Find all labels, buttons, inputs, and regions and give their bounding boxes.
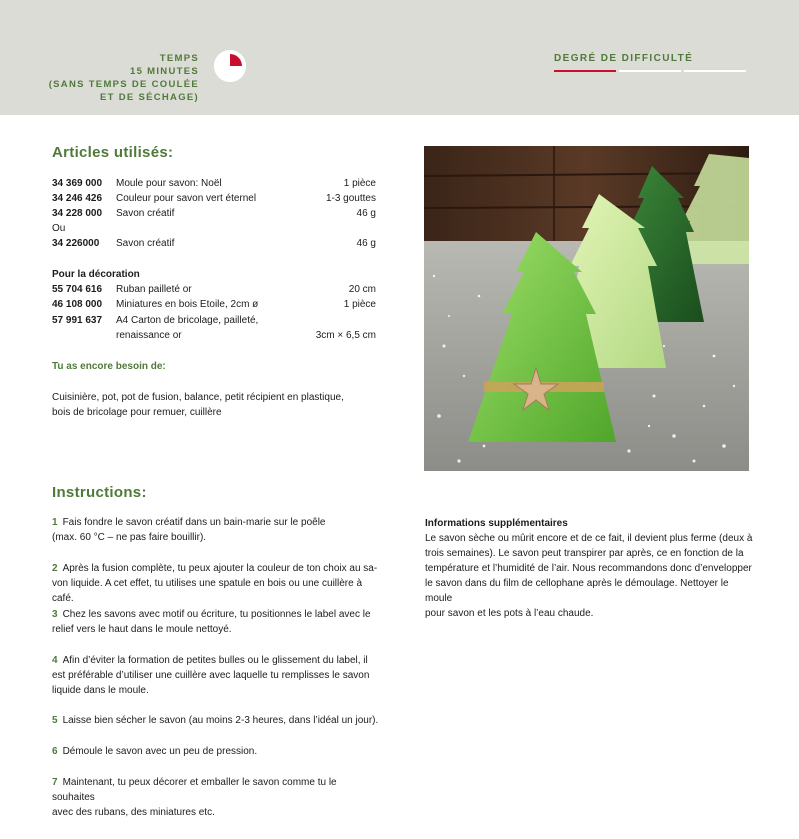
article-code: 34 246 426 <box>52 193 103 204</box>
step-number: 4 <box>52 655 58 666</box>
article-code: 34 226000 <box>52 238 100 249</box>
product-photo <box>424 146 749 471</box>
instruction-step <box>52 653 382 698</box>
instruction-step <box>52 713 382 728</box>
article-code: 46 108 000 <box>52 299 103 310</box>
deco-row <box>52 297 376 312</box>
article-qty: 46 g <box>356 208 376 219</box>
article-qty: 1 pièce <box>343 299 376 310</box>
info-line: Le savon sèche ou mûrit encore et de ce fait, il devient plus ferme (deux à <box>425 533 753 544</box>
step-number: 7 <box>52 777 58 788</box>
instruction-step <box>52 607 382 637</box>
article-desc: A4 Carton de bricolage, pailleté, <box>116 315 259 326</box>
step-text: von liquide. A cet effet, tu utilises une spatule en bois ou une cuillère à café. <box>52 578 363 604</box>
info-line: pour savon et les pots à l’eau chaude. <box>425 608 594 619</box>
step-text: est préférable d’utiliser une cuillère avec laquelle tu remplisses le savon <box>52 670 370 681</box>
info-title: Informations supplémentaires <box>425 518 568 529</box>
info-line: trois semaines). Le savon peut transpirer par après, ce en fonction de la <box>425 548 744 559</box>
deco-row-continued <box>52 328 376 343</box>
time-note-2: ET DE SÉCHAGE) <box>100 92 199 103</box>
article-code: 34 228 000 <box>52 208 103 219</box>
step-number: 5 <box>52 715 58 726</box>
article-qty: 1 pièce <box>343 178 376 189</box>
step-number: 2 <box>52 563 58 574</box>
header-band <box>0 0 799 115</box>
difficulty-segment <box>684 70 746 72</box>
instruction-step <box>52 775 382 820</box>
step-text: Démoule le savon avec un peu de pression. <box>62 746 258 757</box>
instruction-step <box>52 561 382 606</box>
extra-needs-title: Tu as encore besoin de: <box>52 361 166 372</box>
article-desc: renaissance or <box>116 330 182 341</box>
article-desc: Couleur pour savon vert éternel <box>116 193 257 204</box>
or-label: Ou <box>52 223 66 234</box>
article-desc: Ruban pailleté or <box>116 284 192 295</box>
deco-row <box>52 313 376 328</box>
step-number: 6 <box>52 746 58 757</box>
step-number: 1 <box>52 517 58 528</box>
time-note-1: (SANS TEMPS DE COULÉE <box>48 79 199 90</box>
time-duration: 15 MINUTES <box>130 66 199 77</box>
article-qty: 3cm × 6,5 cm <box>315 330 376 341</box>
article-row-alt <box>52 236 376 251</box>
deco-row <box>52 282 376 297</box>
article-desc: Savon créatif <box>116 238 175 249</box>
article-code: 57 991 637 <box>52 315 103 326</box>
step-number: 3 <box>52 609 58 620</box>
article-desc: Savon créatif <box>116 208 175 219</box>
difficulty-label: DEGRÉ DE DIFFICULTÉ <box>554 53 694 64</box>
article-desc: Moule pour savon: Noël <box>116 178 222 189</box>
article-code: 34 369 000 <box>52 178 103 189</box>
step-text: relief vers le haut dans le moule nettoyé. <box>52 624 232 635</box>
article-qty: 46 g <box>356 238 376 249</box>
article-row <box>52 191 376 206</box>
info-line: température et l’humidité de l’air. Nous recommandons donc d’envelopper <box>425 563 752 574</box>
clock-icon <box>214 50 246 82</box>
article-row <box>52 176 376 191</box>
difficulty-segment <box>554 70 616 72</box>
instruction-step <box>52 744 382 759</box>
instructions-title: Instructions: <box>52 484 147 501</box>
extra-needs-line-1: Cuisinière, pot, pot de fusion, balance, petit récipient en plastique, <box>52 392 344 403</box>
time-label-title: TEMPS <box>159 53 199 64</box>
difficulty-segment <box>619 70 681 72</box>
step-text: Maintenant, tu peux décorer et emballer le savon comme tu le souhaites <box>52 777 337 803</box>
instruction-step <box>52 515 382 545</box>
info-line: le savon dans du film de cellophane après le démoulage. Nettoyer le moule <box>425 578 729 604</box>
step-text: avec des rubans, des miniatures etc. <box>52 807 215 818</box>
step-text: Laisse bien sécher le savon (au moins 2-3 heures, dans l’idéal un jour). <box>62 715 379 726</box>
step-text: (max. 60 °C – ne pas faire bouillir). <box>52 532 207 543</box>
step-text: Afin d’éviter la formation de petites bulles ou le glissement du label, il <box>62 655 368 666</box>
article-row <box>52 206 376 221</box>
article-qty: 1-3 gouttes <box>325 193 376 204</box>
article-desc: Miniatures en bois Etoile, 2cm ø <box>116 299 259 310</box>
article-qty: 20 cm <box>348 284 376 295</box>
extra-needs-line-2: bois de bricolage pour remuer, cuillère <box>52 407 222 418</box>
step-text: Chez les savons avec motif ou écriture, tu positionnes le label avec le <box>62 609 371 620</box>
step-text: Après la fusion complète, tu peux ajouter la couleur de ton choix au sa- <box>62 563 378 574</box>
articles-title: Articles utilisés: <box>52 144 174 161</box>
time-info <box>49 52 199 104</box>
step-text: liquide dans le moule. <box>52 685 149 696</box>
step-text: Fais fondre le savon créatif dans un bain-marie sur le poêle <box>62 517 326 528</box>
article-code: 55 704 616 <box>52 284 103 295</box>
decoration-title: Pour la décoration <box>52 269 140 280</box>
info-body <box>425 531 755 621</box>
